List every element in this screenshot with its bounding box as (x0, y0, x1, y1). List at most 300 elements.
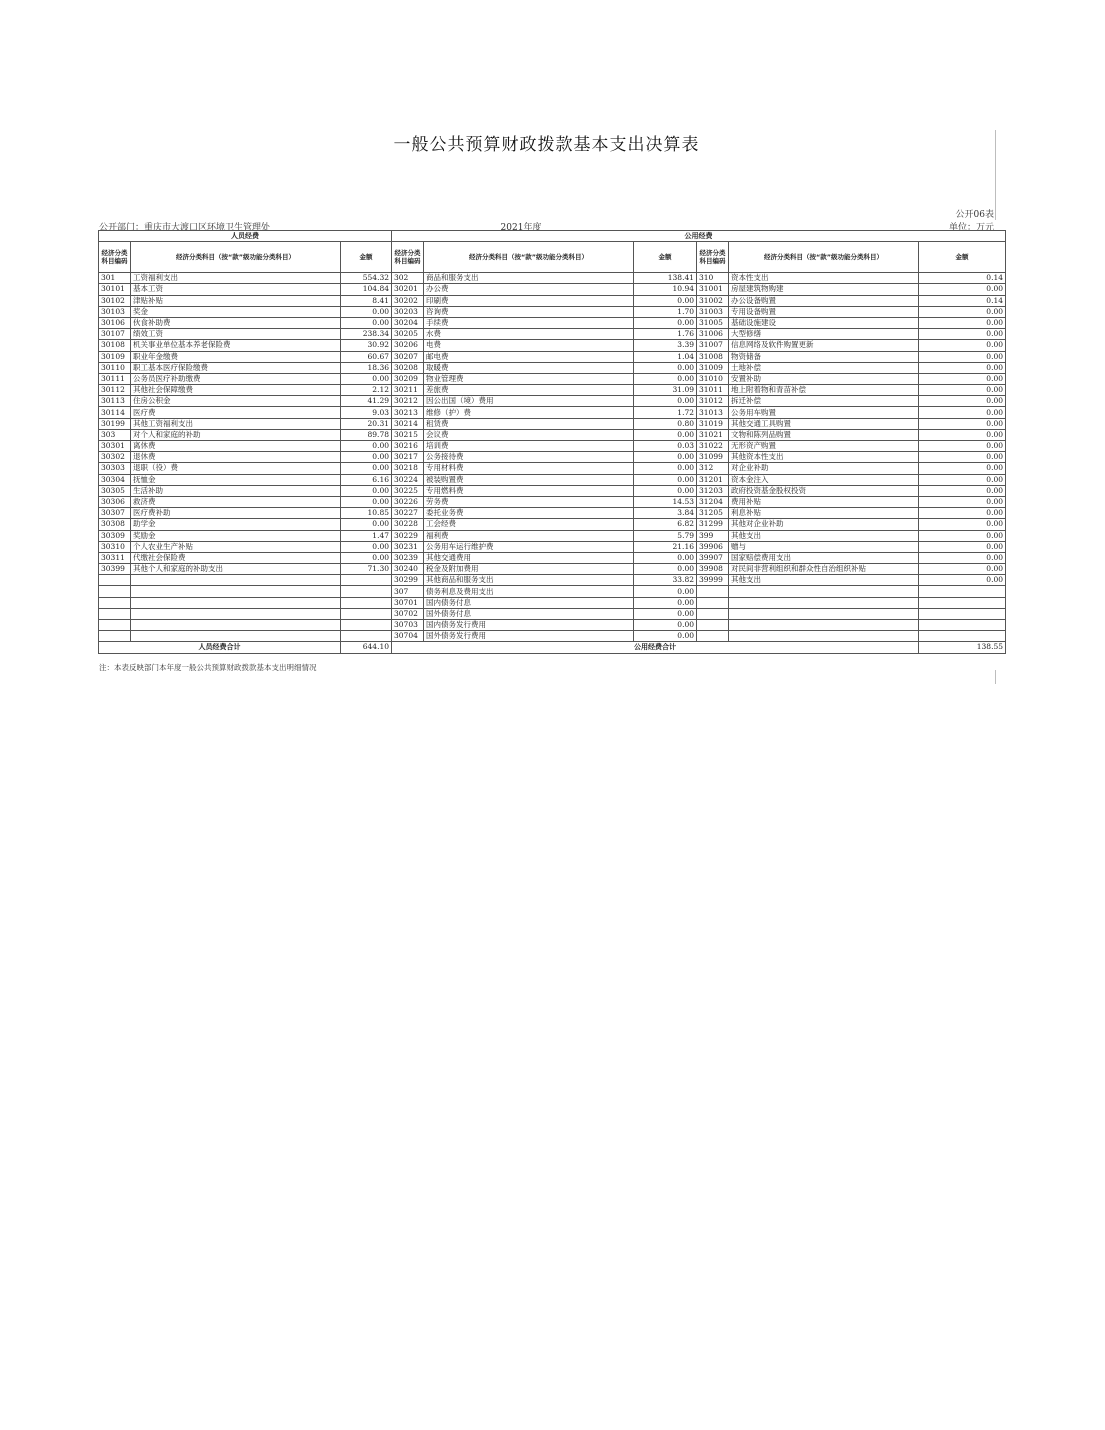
table-row (99, 340, 1006, 351)
public-amount-cell: 0.00 (634, 485, 697, 496)
personnel-code-cell: 30107 (99, 329, 131, 340)
public-code-cell: 307 (392, 586, 424, 597)
personnel-name-cell (131, 586, 341, 597)
public-name-cell: 咨询费 (424, 306, 634, 317)
column-header-code: 经济分类科目编码 (697, 242, 729, 273)
department-label: 公开部门：重庆市大渡口区环境卫生管理处 (99, 223, 271, 233)
capital-amount-cell (919, 597, 1006, 608)
capital-amount-cell (919, 586, 1006, 597)
capital-name-cell: 文物和陈列品购置 (729, 429, 919, 440)
public-name-cell: 国外债务发行费用 (424, 631, 634, 642)
footnote: 注：本表反映部门本年度一般公共预算财政拨款基本支出明细情况 (99, 663, 317, 672)
personnel-code-cell: 30106 (99, 317, 131, 328)
public-code-cell: 30206 (392, 340, 424, 351)
personnel-code-cell (99, 575, 131, 586)
public-name-cell: 印刷费 (424, 295, 634, 306)
public-amount-cell: 0.00 (634, 429, 697, 440)
personnel-name-cell: 绩效工资 (131, 329, 341, 340)
personnel-code-cell: 30113 (99, 396, 131, 407)
capital-code-cell: 31009 (697, 362, 729, 373)
table-row (99, 284, 1006, 295)
personnel-total-value: 644.10 (341, 642, 392, 653)
personnel-name-cell: 医疗费 (131, 407, 341, 418)
page-edge-line-top (995, 130, 996, 220)
personnel-code-cell (99, 631, 131, 642)
public-code-cell: 30214 (392, 418, 424, 429)
public-name-cell: 国内债务付息 (424, 597, 634, 608)
public-amount-cell: 0.00 (634, 597, 697, 608)
personnel-amount-cell: 0.00 (341, 317, 392, 328)
table-row (99, 541, 1006, 552)
personnel-code-cell: 30102 (99, 295, 131, 306)
table-row (99, 373, 1006, 384)
table-row (99, 552, 1006, 563)
public-name-cell: 物业管理费 (424, 373, 634, 384)
public-code-cell: 30240 (392, 564, 424, 575)
public-code-cell: 30218 (392, 463, 424, 474)
capital-amount-cell: 0.00 (919, 575, 1006, 586)
public-code-cell: 30231 (392, 541, 424, 552)
capital-name-cell (729, 608, 919, 619)
personnel-code-cell: 30308 (99, 519, 131, 530)
personnel-amount-cell: 0.00 (341, 441, 392, 452)
personnel-code-cell: 30109 (99, 351, 131, 362)
personnel-name-cell: 伙食补助费 (131, 317, 341, 328)
capital-amount-cell: 0.00 (919, 385, 1006, 396)
capital-name-cell: 其他对企业补助 (729, 519, 919, 530)
capital-name-cell: 拆迁补偿 (729, 396, 919, 407)
public-name-cell: 培训费 (424, 441, 634, 452)
column-header-name: 经济分类科目（按“款”级功能分类科目） (131, 242, 341, 273)
personnel-code-cell: 30114 (99, 407, 131, 418)
capital-code-cell (697, 586, 729, 597)
public-code-cell: 30208 (392, 362, 424, 373)
public-code-cell: 30212 (392, 396, 424, 407)
public-amount-cell: 0.80 (634, 418, 697, 429)
capital-code-cell: 39999 (697, 575, 729, 586)
capital-code-cell: 31201 (697, 474, 729, 485)
table-row (99, 418, 1006, 429)
personnel-name-cell: 其他工资福利支出 (131, 418, 341, 429)
public-name-cell: 专用燃料费 (424, 485, 634, 496)
public-amount-cell: 0.00 (634, 620, 697, 631)
personnel-code-cell (99, 620, 131, 631)
personnel-amount-cell: 0.00 (341, 552, 392, 563)
personnel-amount-cell: 60.67 (341, 351, 392, 362)
capital-code-cell: 399 (697, 530, 729, 541)
personnel-name-cell: 离休费 (131, 441, 341, 452)
table-row (99, 496, 1006, 507)
capital-code-cell: 39908 (697, 564, 729, 575)
personnel-amount-cell: 0.00 (341, 541, 392, 552)
public-code-cell: 30703 (392, 620, 424, 631)
personnel-amount-cell (341, 586, 392, 597)
public-name-cell: 公务用车运行维护费 (424, 541, 634, 552)
personnel-code-cell: 30103 (99, 306, 131, 317)
public-amount-cell: 1.76 (634, 329, 697, 340)
personnel-amount-cell: 6.16 (341, 474, 392, 485)
personnel-code-cell: 30304 (99, 474, 131, 485)
public-code-cell: 30702 (392, 608, 424, 619)
column-header-name: 经济分类科目（按“款”级功能分类科目） (424, 242, 634, 273)
personnel-code-cell: 301 (99, 273, 131, 284)
capital-amount-cell: 0.00 (919, 474, 1006, 485)
personnel-code-cell: 30311 (99, 552, 131, 563)
capital-amount-cell: 0.00 (919, 441, 1006, 452)
personnel-name-cell (131, 575, 341, 586)
capital-amount-cell: 0.00 (919, 373, 1006, 384)
personnel-name-cell: 其他个人和家庭的补助支出 (131, 564, 341, 575)
personnel-code-cell: 30110 (99, 362, 131, 373)
capital-amount-cell: 0.00 (919, 396, 1006, 407)
personnel-name-cell: 奖励金 (131, 530, 341, 541)
capital-code-cell: 31003 (697, 306, 729, 317)
personnel-code-cell: 30306 (99, 496, 131, 507)
personnel-amount-cell: 30.92 (341, 340, 392, 351)
table-row (99, 329, 1006, 340)
public-name-cell: 其他交通费用 (424, 552, 634, 563)
capital-name-cell: 土地补偿 (729, 362, 919, 373)
personnel-amount-cell: 2.12 (341, 385, 392, 396)
public-name-cell: 公务接待费 (424, 452, 634, 463)
personnel-name-cell (131, 620, 341, 631)
capital-code-cell: 31006 (697, 329, 729, 340)
personnel-amount-cell: 10.85 (341, 508, 392, 519)
capital-amount-cell: 0.00 (919, 519, 1006, 530)
public-code-cell: 30701 (392, 597, 424, 608)
capital-name-cell: 对企业补助 (729, 463, 919, 474)
capital-name-cell: 无形资产购置 (729, 441, 919, 452)
table-row (99, 564, 1006, 575)
personnel-amount-cell: 0.00 (341, 306, 392, 317)
capital-amount-cell: 0.00 (919, 340, 1006, 351)
public-amount-cell: 0.00 (634, 362, 697, 373)
table-row (99, 530, 1006, 541)
public-amount-cell: 0.00 (634, 608, 697, 619)
capital-amount-cell: 0.00 (919, 362, 1006, 373)
personnel-name-cell: 助学金 (131, 519, 341, 530)
capital-code-cell (697, 631, 729, 642)
capital-amount-cell: 0.00 (919, 317, 1006, 328)
capital-code-cell: 31005 (697, 317, 729, 328)
capital-amount-cell: 0.00 (919, 284, 1006, 295)
capital-amount-cell (919, 608, 1006, 619)
capital-amount-cell: 0.00 (919, 329, 1006, 340)
public-code-cell: 30225 (392, 485, 424, 496)
public-code-cell: 30224 (392, 474, 424, 485)
capital-code-cell: 31013 (697, 407, 729, 418)
personnel-name-cell: 救济费 (131, 496, 341, 507)
table-row (99, 362, 1006, 373)
public-group-header: 公用经费 (392, 231, 1006, 242)
capital-name-cell (729, 586, 919, 597)
public-code-cell: 30213 (392, 407, 424, 418)
personnel-amount-cell (341, 597, 392, 608)
capital-code-cell: 31001 (697, 284, 729, 295)
totals-row (99, 642, 1006, 653)
personnel-name-cell: 退职（役）费 (131, 463, 341, 474)
personnel-name-cell (131, 631, 341, 642)
capital-name-cell: 其他支出 (729, 530, 919, 541)
personnel-code-cell: 30305 (99, 485, 131, 496)
public-amount-cell: 6.82 (634, 519, 697, 530)
personnel-amount-cell: 554.32 (341, 273, 392, 284)
unit-label: 单位：万元 (948, 223, 994, 233)
table-row (99, 429, 1006, 440)
table-row (99, 508, 1006, 519)
table-row (99, 620, 1006, 631)
expenditure-table (98, 230, 1006, 654)
table-row (99, 273, 1006, 284)
personnel-amount-cell: 41.29 (341, 396, 392, 407)
table-code: 公开06表 (955, 210, 994, 220)
public-name-cell: 国外债务付息 (424, 608, 634, 619)
capital-amount-cell: 0.14 (919, 273, 1006, 284)
public-name-cell: 水费 (424, 329, 634, 340)
public-amount-cell: 0.00 (634, 295, 697, 306)
table-row (99, 575, 1006, 586)
personnel-code-cell: 30309 (99, 530, 131, 541)
personnel-amount-cell: 0.00 (341, 373, 392, 384)
public-code-cell: 30204 (392, 317, 424, 328)
public-code-cell: 30239 (392, 552, 424, 563)
capital-name-cell: 基础设施建设 (729, 317, 919, 328)
public-name-cell: 债务利息及费用支出 (424, 586, 634, 597)
public-code-cell: 30216 (392, 441, 424, 452)
public-name-cell: 税金及附加费用 (424, 564, 634, 575)
table-row (99, 396, 1006, 407)
column-header-code: 经济分类科目编码 (99, 242, 131, 273)
column-header-amount: 金额 (634, 242, 697, 273)
table-row (99, 586, 1006, 597)
public-name-cell: 取暖费 (424, 362, 634, 373)
personnel-amount-cell: 8.41 (341, 295, 392, 306)
capital-name-cell: 物资储备 (729, 351, 919, 362)
capital-name-cell: 专用设备购置 (729, 306, 919, 317)
personnel-code-cell: 30199 (99, 418, 131, 429)
capital-name-cell: 政府投资基金股权投资 (729, 485, 919, 496)
capital-code-cell (697, 597, 729, 608)
personnel-amount-cell: 0.00 (341, 519, 392, 530)
capital-code-cell: 31204 (697, 496, 729, 507)
public-amount-cell: 14.53 (634, 496, 697, 507)
table-row (99, 608, 1006, 619)
personnel-amount-cell (341, 608, 392, 619)
personnel-amount-cell (341, 631, 392, 642)
personnel-code-cell: 30101 (99, 284, 131, 295)
public-code-cell: 30202 (392, 295, 424, 306)
personnel-name-cell: 个人农业生产补贴 (131, 541, 341, 552)
public-code-cell: 30203 (392, 306, 424, 317)
public-amount-cell: 0.00 (634, 586, 697, 597)
personnel-name-cell: 住房公积金 (131, 396, 341, 407)
table-row (99, 463, 1006, 474)
capital-name-cell: 其他支出 (729, 575, 919, 586)
personnel-amount-cell: 0.00 (341, 496, 392, 507)
capital-name-cell: 其他资本性支出 (729, 452, 919, 463)
personnel-amount-cell: 0.00 (341, 463, 392, 474)
personnel-name-cell: 生活补助 (131, 485, 341, 496)
capital-code-cell: 31012 (697, 396, 729, 407)
personnel-code-cell: 30310 (99, 541, 131, 552)
public-name-cell: 租赁费 (424, 418, 634, 429)
capital-code-cell: 31099 (697, 452, 729, 463)
public-name-cell: 差旅费 (424, 385, 634, 396)
public-total-label: 公用经费合计 (392, 642, 919, 653)
capital-amount-cell: 0.00 (919, 463, 1006, 474)
table-row (99, 317, 1006, 328)
public-code-cell: 30299 (392, 575, 424, 586)
public-amount-cell: 1.04 (634, 351, 697, 362)
capital-code-cell: 312 (697, 463, 729, 474)
personnel-amount-cell: 0.00 (341, 452, 392, 463)
personnel-amount-cell: 20.31 (341, 418, 392, 429)
public-amount-cell: 0.00 (634, 463, 697, 474)
public-code-cell: 30217 (392, 452, 424, 463)
personnel-name-cell: 津贴补贴 (131, 295, 341, 306)
public-name-cell: 委托业务费 (424, 508, 634, 519)
capital-name-cell (729, 631, 919, 642)
capital-amount-cell: 0.00 (919, 351, 1006, 362)
personnel-total-label: 人员经费合计 (99, 642, 341, 653)
table-row (99, 385, 1006, 396)
public-amount-cell: 0.00 (634, 452, 697, 463)
public-amount-cell: 0.00 (634, 396, 697, 407)
capital-code-cell: 31021 (697, 429, 729, 440)
personnel-code-cell (99, 586, 131, 597)
capital-code-cell: 39906 (697, 541, 729, 552)
public-name-cell: 维修（护）费 (424, 407, 634, 418)
capital-amount-cell: 0.00 (919, 407, 1006, 418)
personnel-name-cell: 其他社会保障缴费 (131, 385, 341, 396)
table-row (99, 519, 1006, 530)
public-amount-cell: 0.03 (634, 441, 697, 452)
public-amount-cell: 3.84 (634, 508, 697, 519)
personnel-code-cell: 30112 (99, 385, 131, 396)
personnel-name-cell: 抚恤金 (131, 474, 341, 485)
capital-amount-cell: 0.00 (919, 485, 1006, 496)
public-code-cell: 30209 (392, 373, 424, 384)
public-name-cell: 其他商品和服务支出 (424, 575, 634, 586)
personnel-name-cell: 基本工资 (131, 284, 341, 295)
personnel-name-cell: 对个人和家庭的补助 (131, 429, 341, 440)
personnel-code-cell: 30303 (99, 463, 131, 474)
personnel-amount-cell: 104.84 (341, 284, 392, 295)
personnel-code-cell: 303 (99, 429, 131, 440)
capital-name-cell: 资本金注入 (729, 474, 919, 485)
public-amount-cell: 10.94 (634, 284, 697, 295)
capital-amount-cell: 0.00 (919, 306, 1006, 317)
capital-code-cell: 31008 (697, 351, 729, 362)
personnel-code-cell: 30399 (99, 564, 131, 575)
public-amount-cell: 1.70 (634, 306, 697, 317)
personnel-code-cell: 30307 (99, 508, 131, 519)
public-amount-cell: 21.16 (634, 541, 697, 552)
table-row (99, 441, 1006, 452)
public-amount-cell: 0.00 (634, 373, 697, 384)
capital-code-cell: 31011 (697, 385, 729, 396)
capital-name-cell: 资本性支出 (729, 273, 919, 284)
public-code-cell: 30229 (392, 530, 424, 541)
public-total-value: 138.55 (919, 642, 1006, 653)
capital-name-cell: 对民间非营利组织和群众性自治组织补贴 (729, 564, 919, 575)
page-title: 一般公共预算财政拨款基本支出决算表 (393, 135, 700, 155)
public-name-cell: 手续费 (424, 317, 634, 328)
public-code-cell: 30207 (392, 351, 424, 362)
table-row (99, 351, 1006, 362)
capital-name-cell: 费用补贴 (729, 496, 919, 507)
personnel-name-cell: 工资福利支出 (131, 273, 341, 284)
column-header-amount: 金额 (341, 242, 392, 273)
public-code-cell: 30704 (392, 631, 424, 642)
public-name-cell: 工会经费 (424, 519, 634, 530)
public-name-cell: 专用材料费 (424, 463, 634, 474)
column-header-row (99, 242, 1006, 273)
capital-amount-cell: 0.14 (919, 295, 1006, 306)
personnel-code-cell (99, 597, 131, 608)
capital-amount-cell: 0.00 (919, 530, 1006, 541)
personnel-name-cell: 职工基本医疗保险缴费 (131, 362, 341, 373)
fiscal-year: 2021年度 (500, 223, 542, 233)
personnel-amount-cell (341, 575, 392, 586)
personnel-amount-cell: 89.78 (341, 429, 392, 440)
public-name-cell: 福利费 (424, 530, 634, 541)
personnel-group-header: 人员经费 (99, 231, 392, 242)
public-name-cell: 被装购置费 (424, 474, 634, 485)
public-amount-cell: 0.00 (634, 474, 697, 485)
capital-code-cell: 31022 (697, 441, 729, 452)
personnel-code-cell (99, 608, 131, 619)
table-row (99, 474, 1006, 485)
public-code-cell: 30211 (392, 385, 424, 396)
capital-name-cell: 地上附着物和青苗补偿 (729, 385, 919, 396)
personnel-name-cell (131, 608, 341, 619)
public-amount-cell: 0.00 (634, 317, 697, 328)
personnel-amount-cell (341, 620, 392, 631)
capital-code-cell: 31019 (697, 418, 729, 429)
personnel-amount-cell: 18.36 (341, 362, 392, 373)
capital-name-cell: 其他交通工具购置 (729, 418, 919, 429)
public-amount-cell: 31.09 (634, 385, 697, 396)
public-name-cell: 办公费 (424, 284, 634, 295)
capital-name-cell: 利息补贴 (729, 508, 919, 519)
personnel-amount-cell: 1.47 (341, 530, 392, 541)
capital-code-cell: 310 (697, 273, 729, 284)
personnel-name-cell: 公务员医疗补助缴费 (131, 373, 341, 384)
capital-amount-cell (919, 620, 1006, 631)
capital-code-cell (697, 620, 729, 631)
public-code-cell: 30201 (392, 284, 424, 295)
public-code-cell: 30215 (392, 429, 424, 440)
public-code-cell: 30226 (392, 496, 424, 507)
personnel-name-cell: 机关事业单位基本养老保险费 (131, 340, 341, 351)
capital-name-cell: 赠与 (729, 541, 919, 552)
public-name-cell: 国内债务发行费用 (424, 620, 634, 631)
personnel-name-cell: 退休费 (131, 452, 341, 463)
public-code-cell: 302 (392, 273, 424, 284)
capital-code-cell: 31299 (697, 519, 729, 530)
public-name-cell: 会议费 (424, 429, 634, 440)
capital-name-cell: 大型修缮 (729, 329, 919, 340)
public-name-cell: 商品和服务支出 (424, 273, 634, 284)
public-amount-cell: 5.79 (634, 530, 697, 541)
public-name-cell: 电费 (424, 340, 634, 351)
public-amount-cell: 138.41 (634, 273, 697, 284)
public-amount-cell: 1.72 (634, 407, 697, 418)
personnel-name-cell: 奖金 (131, 306, 341, 317)
capital-code-cell (697, 608, 729, 619)
group-header-row (99, 231, 1006, 242)
